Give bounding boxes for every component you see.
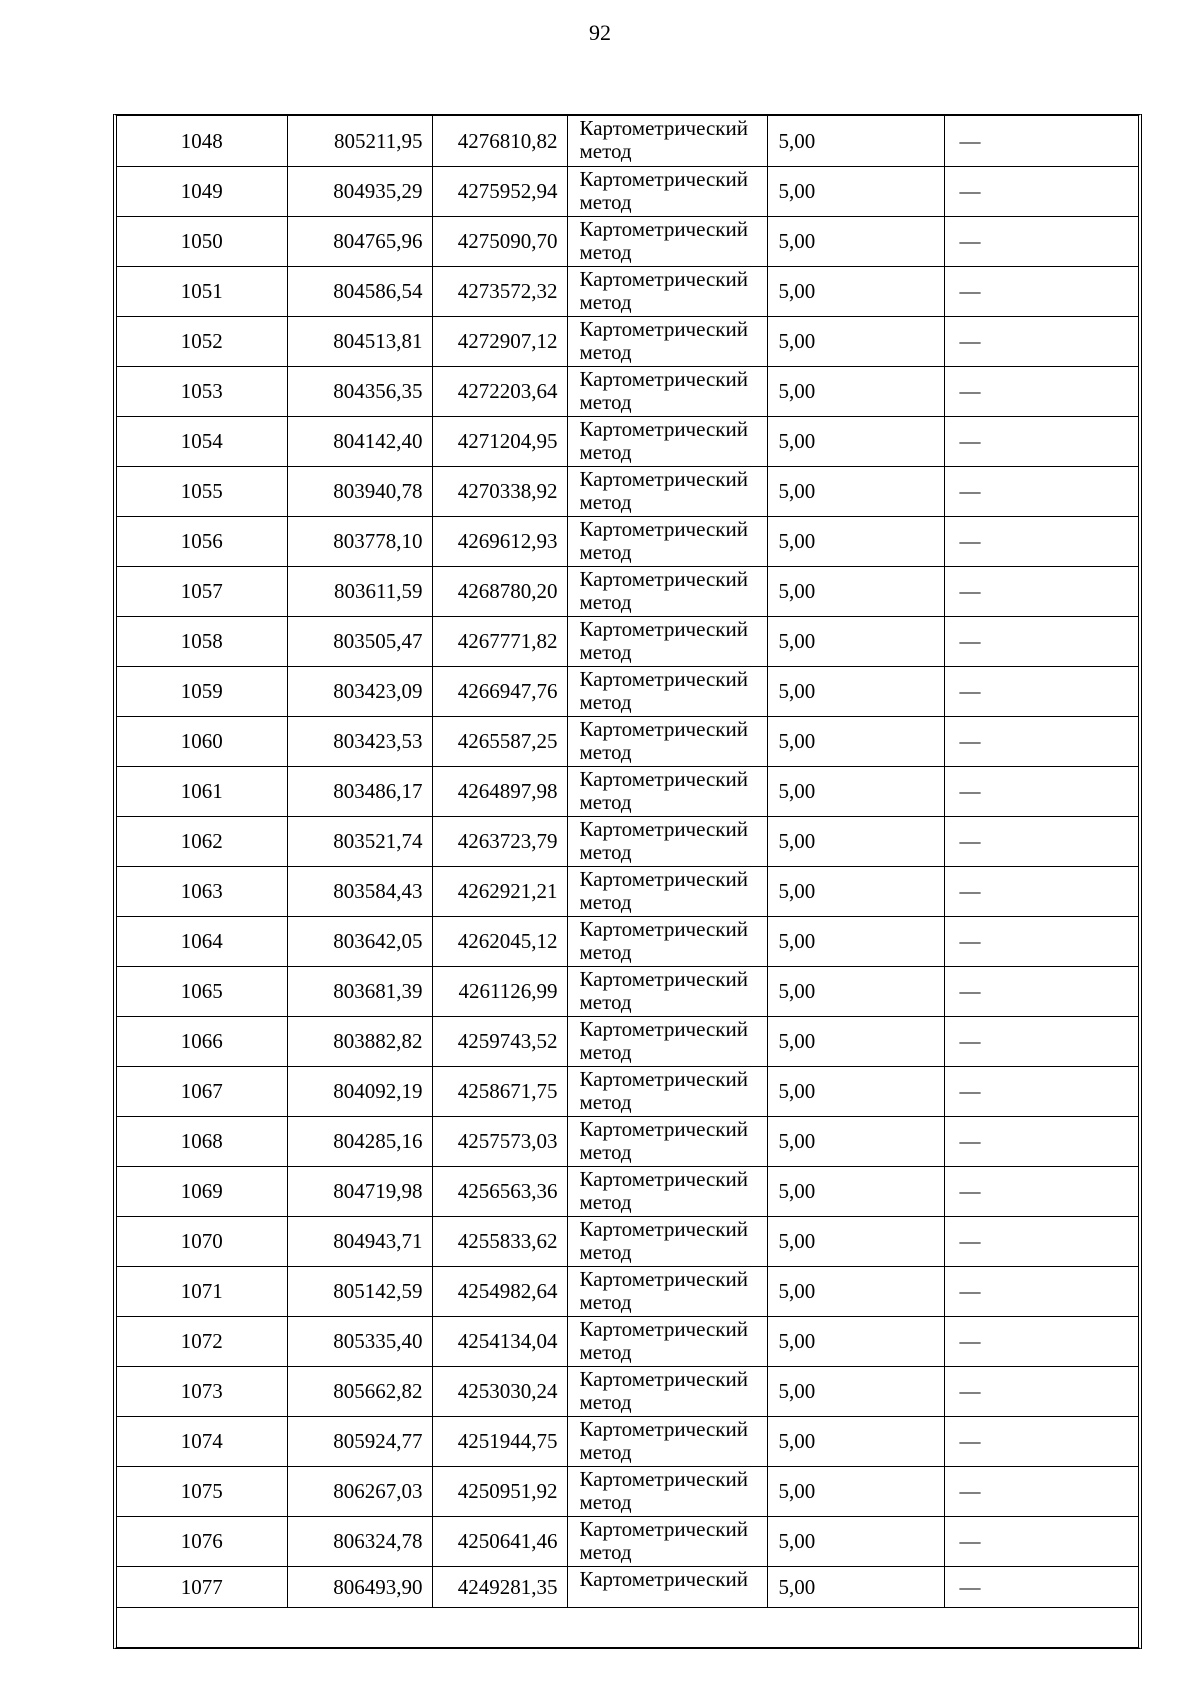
method-text-line2: метод	[579, 239, 632, 264]
point-number-cell: 1073	[117, 1366, 287, 1416]
accuracy-cell: 5,00	[767, 1566, 944, 1607]
accuracy-cell: 5,00	[767, 516, 944, 566]
accuracy-cell: 5,00	[767, 816, 944, 866]
point-number-cell: 1065	[117, 966, 287, 1016]
x-coordinate-cell: 805924,77	[287, 1416, 432, 1466]
method-text-line2: метод	[579, 1489, 632, 1514]
y-coordinate-cell: 4275090,70	[432, 216, 567, 266]
description-cell: —	[944, 866, 1138, 916]
y-coordinate-cell: 4249281,35	[432, 1566, 567, 1607]
point-number-cell: 1061	[117, 766, 287, 816]
x-coordinate-cell: 805211,95	[287, 116, 432, 166]
table-row	[117, 616, 1138, 666]
coordinates-table-container	[113, 114, 1142, 1649]
method-cell	[567, 516, 767, 566]
method-text-line1: Картометрический	[579, 1366, 748, 1391]
method-text-line1: Картометрический	[579, 1166, 748, 1191]
method-text-line2: метод	[579, 1539, 632, 1564]
method-cell	[567, 666, 767, 716]
accuracy-cell: 5,00	[767, 466, 944, 516]
method-text-line1: Картометрический	[579, 566, 748, 591]
accuracy-cell: 5,00	[767, 216, 944, 266]
method-cell	[567, 1566, 767, 1607]
method-cell	[567, 366, 767, 416]
x-coordinate-cell: 806267,03	[287, 1466, 432, 1516]
accuracy-cell: 5,00	[767, 1066, 944, 1116]
method-text-line1: Картометрический	[579, 516, 748, 541]
x-coordinate-cell: 803611,59	[287, 566, 432, 616]
y-coordinate-cell: 4273572,32	[432, 266, 567, 316]
accuracy-cell: 5,00	[767, 1266, 944, 1316]
accuracy-cell: 5,00	[767, 316, 944, 366]
table-row	[117, 716, 1138, 766]
method-text-line1: Картометрический	[579, 1466, 748, 1491]
description-cell: —	[944, 816, 1138, 866]
point-number-cell: 1071	[117, 1266, 287, 1316]
method-cell	[567, 1066, 767, 1116]
method-cell	[567, 566, 767, 616]
method-cell	[567, 1216, 767, 1266]
table-row	[117, 1066, 1138, 1116]
method-text-line2: метод	[579, 639, 632, 664]
x-coordinate-cell: 804943,71	[287, 1216, 432, 1266]
table-row	[117, 766, 1138, 816]
description-cell: —	[944, 416, 1138, 466]
y-coordinate-cell: 4261126,99	[432, 966, 567, 1016]
table-row	[117, 216, 1138, 266]
method-text-line2: метод	[579, 1139, 632, 1164]
y-coordinate-cell: 4250641,46	[432, 1516, 567, 1566]
method-cell	[567, 1366, 767, 1416]
y-coordinate-cell: 4262045,12	[432, 916, 567, 966]
description-cell: —	[944, 716, 1138, 766]
method-cell	[567, 466, 767, 516]
point-number-cell: 1066	[117, 1016, 287, 1066]
accuracy-cell: 5,00	[767, 1466, 944, 1516]
table-row	[117, 316, 1138, 366]
description-cell: —	[944, 666, 1138, 716]
method-cell	[567, 816, 767, 866]
x-coordinate-cell: 804513,81	[287, 316, 432, 366]
accuracy-cell: 5,00	[767, 1216, 944, 1266]
method-cell	[567, 316, 767, 366]
y-coordinate-cell: 4266947,76	[432, 666, 567, 716]
y-coordinate-cell: 4254134,04	[432, 1316, 567, 1366]
method-text-line1: Картометрический	[579, 466, 748, 491]
y-coordinate-cell: 4253030,24	[432, 1366, 567, 1416]
method-text-line2: метод	[579, 439, 632, 464]
method-text-line2: метод	[579, 789, 632, 814]
point-number-cell: 1055	[117, 466, 287, 516]
table-row	[117, 1216, 1138, 1266]
method-text-line1: Картометрический	[579, 766, 748, 791]
description-cell: —	[944, 1066, 1138, 1116]
table-row	[117, 1266, 1138, 1316]
point-number-cell: 1067	[117, 1066, 287, 1116]
description-cell: —	[944, 216, 1138, 266]
accuracy-cell: 5,00	[767, 1416, 944, 1466]
accuracy-cell: 5,00	[767, 166, 944, 216]
accuracy-cell: 5,00	[767, 766, 944, 816]
method-cell	[567, 1016, 767, 1066]
method-text-line2: метод	[579, 189, 632, 214]
method-text-line2: метод	[579, 739, 632, 764]
method-text-line2: метод	[579, 939, 632, 964]
page-number: 92	[589, 20, 611, 45]
table-row	[117, 516, 1138, 566]
point-number-cell: 1050	[117, 216, 287, 266]
accuracy-cell: 5,00	[767, 916, 944, 966]
table-row	[117, 416, 1138, 466]
description-cell: —	[944, 1466, 1138, 1516]
y-coordinate-cell: 4257573,03	[432, 1116, 567, 1166]
point-number-cell: 1057	[117, 566, 287, 616]
accuracy-cell: 5,00	[767, 1166, 944, 1216]
description-cell: —	[944, 166, 1138, 216]
table-row	[117, 1116, 1138, 1166]
y-coordinate-cell: 4251944,75	[432, 1416, 567, 1466]
method-text-line1: Картометрический	[579, 866, 748, 891]
table-row	[117, 1316, 1138, 1366]
point-number-cell: 1052	[117, 316, 287, 366]
method-text-line2: метод	[579, 1189, 632, 1214]
description-cell: —	[944, 1566, 1138, 1607]
method-text-line2: метод	[579, 389, 632, 414]
description-cell: —	[944, 766, 1138, 816]
method-cell	[567, 1116, 767, 1166]
method-text-line2: метод	[579, 1239, 632, 1264]
x-coordinate-cell: 803423,09	[287, 666, 432, 716]
x-coordinate-cell: 804356,35	[287, 366, 432, 416]
y-coordinate-cell: 4250951,92	[432, 1466, 567, 1516]
method-cell	[567, 766, 767, 816]
table-row	[117, 366, 1138, 416]
description-cell: —	[944, 916, 1138, 966]
method-text-line2: метод	[579, 339, 632, 364]
table-row	[117, 566, 1138, 616]
y-coordinate-cell: 4270338,92	[432, 466, 567, 516]
method-text-line1: Картометрический	[579, 616, 748, 641]
x-coordinate-cell: 803882,82	[287, 1016, 432, 1066]
y-coordinate-cell: 4254982,64	[432, 1266, 567, 1316]
y-coordinate-cell: 4275952,94	[432, 166, 567, 216]
y-coordinate-cell: 4268780,20	[432, 566, 567, 616]
accuracy-cell: 5,00	[767, 416, 944, 466]
method-text-line1: Картометрический	[579, 1566, 748, 1591]
description-cell: —	[944, 266, 1138, 316]
y-coordinate-cell: 4272907,12	[432, 316, 567, 366]
description-cell: —	[944, 366, 1138, 416]
x-coordinate-cell: 805335,40	[287, 1316, 432, 1366]
method-text-line2: метод	[579, 1439, 632, 1464]
method-text-line2: метод	[579, 689, 632, 714]
method-cell	[567, 1266, 767, 1316]
method-text-line2: метод	[579, 539, 632, 564]
y-coordinate-cell: 4267771,82	[432, 616, 567, 666]
point-number-cell: 1054	[117, 416, 287, 466]
method-cell	[567, 716, 767, 766]
y-coordinate-cell: 4272203,64	[432, 366, 567, 416]
x-coordinate-cell: 804719,98	[287, 1166, 432, 1216]
coordinates-table	[117, 116, 1138, 1608]
method-text-line1: Картометрический	[579, 1316, 748, 1341]
method-text-line1: Картометрический	[579, 1516, 748, 1541]
method-cell	[567, 166, 767, 216]
table-row	[117, 166, 1138, 216]
method-text-line2: метод	[579, 889, 632, 914]
x-coordinate-cell: 804285,16	[287, 1116, 432, 1166]
x-coordinate-cell: 803940,78	[287, 466, 432, 516]
table-row	[117, 1516, 1138, 1566]
method-text-line2: метод	[579, 1039, 632, 1064]
accuracy-cell: 5,00	[767, 716, 944, 766]
accuracy-cell: 5,00	[767, 966, 944, 1016]
description-cell: —	[944, 466, 1138, 516]
x-coordinate-cell: 803505,47	[287, 616, 432, 666]
table-row	[117, 666, 1138, 716]
description-cell: —	[944, 1266, 1138, 1316]
accuracy-cell: 5,00	[767, 366, 944, 416]
point-number-cell: 1059	[117, 666, 287, 716]
method-text-line2: метод	[579, 1289, 632, 1314]
method-cell	[567, 916, 767, 966]
table-row	[117, 1466, 1138, 1516]
x-coordinate-cell: 804765,96	[287, 216, 432, 266]
method-cell	[567, 1516, 767, 1566]
description-cell: —	[944, 116, 1138, 166]
table-body	[117, 116, 1138, 1607]
method-text-line2: метод	[579, 1389, 632, 1414]
y-coordinate-cell: 4269612,93	[432, 516, 567, 566]
accuracy-cell: 5,00	[767, 266, 944, 316]
table-row	[117, 916, 1138, 966]
point-number-cell: 1074	[117, 1416, 287, 1466]
method-text-line2: метод	[579, 489, 632, 514]
method-text-line1: Картометрический	[579, 166, 748, 191]
accuracy-cell: 5,00	[767, 116, 944, 166]
description-cell: —	[944, 316, 1138, 366]
method-cell	[567, 116, 767, 166]
x-coordinate-cell: 803681,39	[287, 966, 432, 1016]
table-row	[117, 1566, 1138, 1607]
method-text-line1: Картометрический	[579, 316, 748, 341]
description-cell: —	[944, 1216, 1138, 1266]
method-text-line1: Картометрический	[579, 1416, 748, 1441]
x-coordinate-cell: 804586,54	[287, 266, 432, 316]
description-cell: —	[944, 616, 1138, 666]
accuracy-cell: 5,00	[767, 1366, 944, 1416]
y-coordinate-cell: 4265587,25	[432, 716, 567, 766]
x-coordinate-cell: 803486,17	[287, 766, 432, 816]
x-coordinate-cell: 803642,05	[287, 916, 432, 966]
method-text-line1: Картометрический	[579, 916, 748, 941]
table-row	[117, 866, 1138, 916]
method-text-line1: Картометрический	[579, 366, 748, 391]
x-coordinate-cell: 804092,19	[287, 1066, 432, 1116]
point-number-cell: 1063	[117, 866, 287, 916]
point-number-cell: 1064	[117, 916, 287, 966]
table-row	[117, 116, 1138, 166]
description-cell: —	[944, 1516, 1138, 1566]
method-text-line1: Картометрический	[579, 216, 748, 241]
method-text-line2: метод	[579, 1089, 632, 1114]
point-number-cell: 1068	[117, 1116, 287, 1166]
x-coordinate-cell: 803423,53	[287, 716, 432, 766]
description-cell: —	[944, 1166, 1138, 1216]
method-cell	[567, 416, 767, 466]
accuracy-cell: 5,00	[767, 666, 944, 716]
description-cell: —	[944, 1316, 1138, 1366]
y-coordinate-cell: 4263723,79	[432, 816, 567, 866]
method-text-line1: Картометрический	[579, 266, 748, 291]
x-coordinate-cell: 806493,90	[287, 1566, 432, 1607]
point-number-cell: 1077	[117, 1566, 287, 1607]
method-text-line2: метод	[579, 289, 632, 314]
accuracy-cell: 5,00	[767, 1516, 944, 1566]
method-cell	[567, 216, 767, 266]
table-row	[117, 1016, 1138, 1066]
description-cell: —	[944, 566, 1138, 616]
accuracy-cell: 5,00	[767, 566, 944, 616]
description-cell: —	[944, 1366, 1138, 1416]
method-cell	[567, 966, 767, 1016]
y-coordinate-cell: 4271204,95	[432, 416, 567, 466]
description-cell: —	[944, 516, 1138, 566]
method-text-line1: Картометрический	[579, 816, 748, 841]
point-number-cell: 1049	[117, 166, 287, 216]
description-cell: —	[944, 966, 1138, 1016]
point-number-cell: 1076	[117, 1516, 287, 1566]
method-cell	[567, 1316, 767, 1366]
method-text-line1: Картометрический	[579, 1216, 748, 1241]
method-text-line1: Картометрический	[579, 1066, 748, 1091]
x-coordinate-cell: 806324,78	[287, 1516, 432, 1566]
x-coordinate-cell: 804935,29	[287, 166, 432, 216]
table-row	[117, 266, 1138, 316]
method-text-line1: Картометрический	[579, 666, 748, 691]
point-number-cell: 1051	[117, 266, 287, 316]
method-cell	[567, 1416, 767, 1466]
method-text-line1: Картометрический	[579, 1266, 748, 1291]
method-text-line2: метод	[579, 589, 632, 614]
table-row	[117, 466, 1138, 516]
method-text-line1: Картометрический	[579, 116, 748, 140]
method-text-line1: Картометрический	[579, 716, 748, 741]
table-row	[117, 816, 1138, 866]
method-text-line2: метод	[579, 1339, 632, 1364]
method-text-line2: метод	[579, 839, 632, 864]
method-text-line1: Картометрический	[579, 1016, 748, 1041]
method-text-line1: Картометрический	[579, 1116, 748, 1141]
method-cell	[567, 1466, 767, 1516]
accuracy-cell: 5,00	[767, 1116, 944, 1166]
point-number-cell: 1072	[117, 1316, 287, 1366]
point-number-cell: 1062	[117, 816, 287, 866]
method-text-line1: Картометрический	[579, 416, 748, 441]
point-number-cell: 1070	[117, 1216, 287, 1266]
y-coordinate-cell: 4255833,62	[432, 1216, 567, 1266]
x-coordinate-cell: 804142,40	[287, 416, 432, 466]
x-coordinate-cell: 803778,10	[287, 516, 432, 566]
accuracy-cell: 5,00	[767, 616, 944, 666]
accuracy-cell: 5,00	[767, 1016, 944, 1066]
method-cell	[567, 266, 767, 316]
y-coordinate-cell: 4262921,21	[432, 866, 567, 916]
description-cell: —	[944, 1416, 1138, 1466]
method-cell	[567, 616, 767, 666]
y-coordinate-cell: 4276810,82	[432, 116, 567, 166]
x-coordinate-cell: 803584,43	[287, 866, 432, 916]
accuracy-cell: 5,00	[767, 866, 944, 916]
table-row	[117, 966, 1138, 1016]
y-coordinate-cell: 4256563,36	[432, 1166, 567, 1216]
method-text-line1: Картометрический	[579, 966, 748, 991]
point-number-cell: 1053	[117, 366, 287, 416]
point-number-cell: 1069	[117, 1166, 287, 1216]
x-coordinate-cell: 805142,59	[287, 1266, 432, 1316]
point-number-cell: 1058	[117, 616, 287, 666]
point-number-cell: 1075	[117, 1466, 287, 1516]
table-row	[117, 1166, 1138, 1216]
x-coordinate-cell: 805662,82	[287, 1366, 432, 1416]
description-cell: —	[944, 1016, 1138, 1066]
point-number-cell: 1048	[117, 116, 287, 166]
y-coordinate-cell: 4264897,98	[432, 766, 567, 816]
method-cell	[567, 866, 767, 916]
y-coordinate-cell: 4259743,52	[432, 1016, 567, 1066]
table-row	[117, 1416, 1138, 1466]
method-cell	[567, 1166, 767, 1216]
point-number-cell: 1060	[117, 716, 287, 766]
method-text-line2: метод	[579, 139, 632, 163]
table-row	[117, 1366, 1138, 1416]
point-number-cell: 1056	[117, 516, 287, 566]
x-coordinate-cell: 803521,74	[287, 816, 432, 866]
y-coordinate-cell: 4258671,75	[432, 1066, 567, 1116]
method-text-line2: метод	[579, 989, 632, 1014]
description-cell: —	[944, 1116, 1138, 1166]
accuracy-cell: 5,00	[767, 1316, 944, 1366]
